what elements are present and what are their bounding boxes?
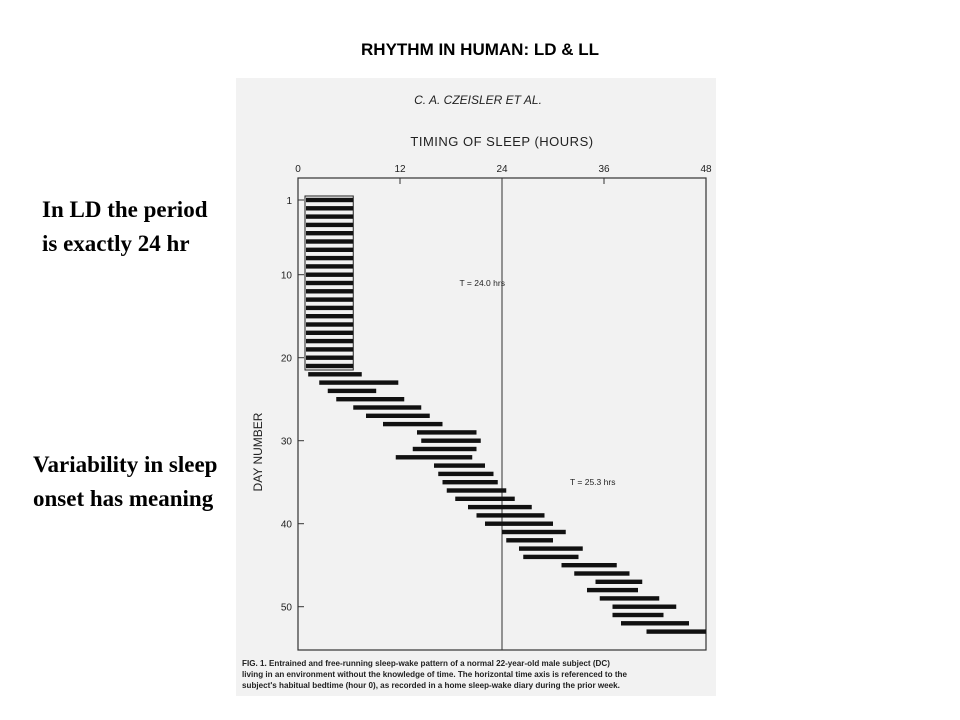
caption-line-1: FIG. 1. Entrained and free-running sleep-wake pattern of a normal 22-year-old male subject (DC) bbox=[242, 659, 610, 668]
x-tick-label: 12 bbox=[394, 164, 406, 175]
sleep-bar bbox=[506, 538, 553, 542]
x-tick-label: 0 bbox=[295, 164, 301, 175]
period-annotation: T = 25.3 hrs bbox=[570, 477, 616, 488]
sleep-bar bbox=[421, 439, 481, 443]
sleep-bar bbox=[306, 264, 353, 268]
sleep-bar bbox=[417, 430, 477, 434]
sleep-bar bbox=[562, 563, 617, 567]
sleep-bar bbox=[306, 256, 353, 260]
annotation-ld-period: In LD the period is exactly 24 hr bbox=[42, 197, 208, 256]
x-tick-label: 36 bbox=[598, 164, 610, 175]
sleep-bar bbox=[353, 405, 421, 409]
x-tick-label: 24 bbox=[496, 164, 508, 175]
sleep-bar bbox=[485, 522, 553, 526]
sleep-bar bbox=[455, 497, 515, 501]
sleep-bar bbox=[306, 289, 353, 293]
sleep-bar bbox=[502, 530, 566, 534]
y-tick-label: 40 bbox=[280, 519, 292, 531]
sleep-bar bbox=[587, 588, 638, 592]
y-axis-label: DAY NUMBER bbox=[251, 412, 265, 492]
y-tick-label: 1 bbox=[286, 196, 292, 207]
y-tick-label: 10 bbox=[280, 270, 292, 282]
sleep-bar bbox=[306, 322, 353, 326]
sleep-bar bbox=[306, 214, 353, 218]
sleep-bar bbox=[613, 613, 664, 617]
sleep-bar bbox=[306, 206, 353, 210]
sleep-bar bbox=[306, 314, 353, 318]
sleep-bar bbox=[647, 629, 707, 633]
period-annotation: T = 24.0 hrs bbox=[459, 278, 505, 288]
sleep-bar bbox=[306, 231, 353, 235]
sleep-bar bbox=[328, 389, 376, 393]
y-tick-label: 50 bbox=[280, 602, 292, 614]
sleep-bar bbox=[306, 356, 353, 360]
sleep-bar bbox=[306, 273, 353, 277]
sleep-bar bbox=[600, 596, 660, 600]
sleep-bar bbox=[413, 447, 477, 451]
sleep-bar bbox=[306, 198, 353, 202]
sleep-bar bbox=[306, 223, 353, 227]
sleep-bar bbox=[319, 380, 398, 384]
sleep-bar bbox=[308, 372, 362, 376]
x-tick-label: 48 bbox=[700, 164, 712, 175]
annotation-variability: Variability in sleep onset has meaning bbox=[33, 452, 218, 511]
y-tick-label: 30 bbox=[280, 436, 292, 448]
sleep-bar bbox=[383, 422, 443, 426]
sleep-bar bbox=[523, 555, 578, 559]
sleep-bar bbox=[596, 580, 643, 584]
sleep-bar bbox=[306, 239, 353, 243]
sleep-bar bbox=[434, 463, 485, 467]
slide-title: RHYTHM IN HUMAN: LD & LL bbox=[361, 40, 599, 59]
sleep-bar bbox=[443, 480, 498, 484]
chart-layer bbox=[281, 164, 712, 650]
sleep-bar bbox=[396, 455, 473, 459]
caption-line-3: subject's habitual bedtime (hour 0), as recorded in a home sleep-wake diary during the prior week. bbox=[242, 681, 620, 690]
sleep-bar bbox=[477, 513, 545, 517]
sleep-bar bbox=[366, 414, 430, 418]
sleep-bar bbox=[447, 488, 507, 492]
sleep-bar bbox=[519, 546, 583, 550]
sleep-bar bbox=[306, 297, 353, 301]
sleep-bar bbox=[306, 339, 353, 343]
sleep-bar bbox=[438, 472, 493, 476]
sleep-bar bbox=[306, 347, 353, 351]
figure-author: C. A. CZEISLER ET AL. bbox=[414, 93, 542, 107]
sleep-bar bbox=[574, 571, 629, 575]
sleep-bar bbox=[306, 248, 353, 252]
sleep-bar bbox=[306, 281, 353, 285]
sleep-bar bbox=[336, 397, 404, 401]
caption-line-2: living in an environment without the knowledge of time. The horizontal time axis is referenced to the bbox=[242, 670, 627, 679]
sleep-bar bbox=[613, 605, 677, 609]
y-tick-label: 20 bbox=[280, 353, 292, 365]
sleep-bar bbox=[306, 331, 353, 335]
sleep-bar bbox=[306, 306, 353, 310]
chart-title: TIMING OF SLEEP (HOURS) bbox=[410, 134, 594, 149]
sleep-bar bbox=[468, 505, 532, 509]
sleep-bar bbox=[621, 621, 689, 625]
sleep-bar bbox=[306, 364, 353, 368]
